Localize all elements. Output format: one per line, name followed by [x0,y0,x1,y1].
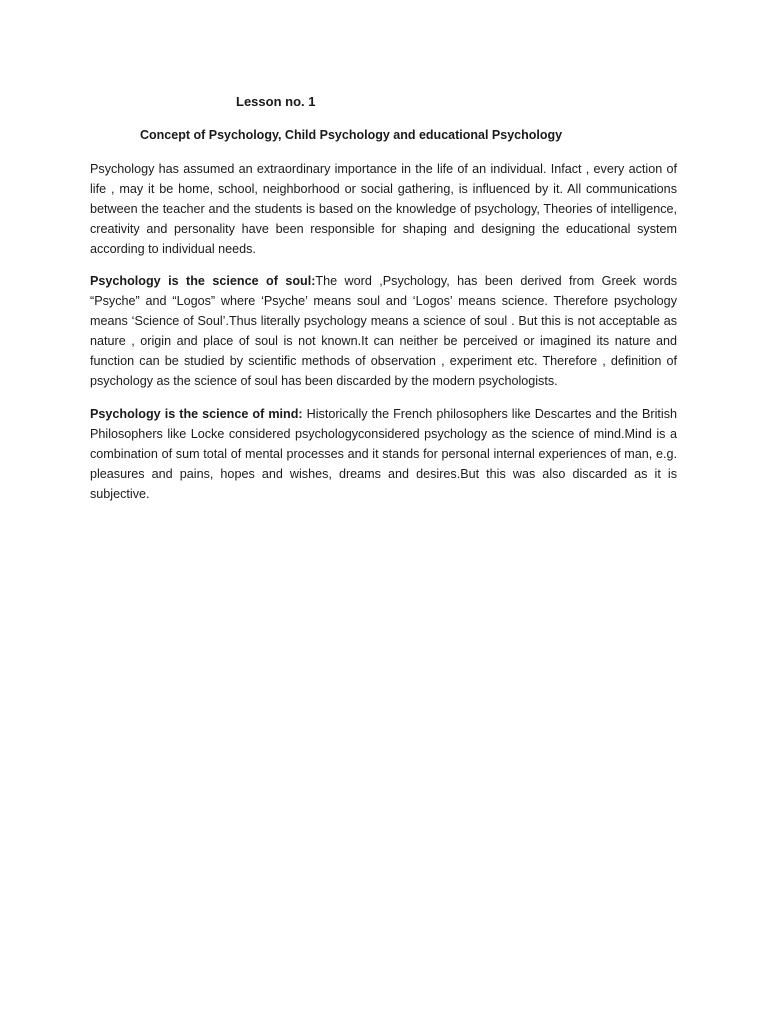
paragraph-lead: Psychology is the science of soul: [90,274,316,288]
paragraph-science-of-soul [90,271,677,391]
paragraph-text: The word ,Psychology, has been derived from Greek words “Psyche” and “Logos” where ‘Psyche’ means soul and ‘Logos’ means science. Therefore psychology means ‘Science of Soul’.Thus literally psychology means a science of soul . But this is not acceptable as nature , origin and place of soul is not known.It can neither be perceived or imagined its nature and function can be studied by scientific methods of observation , experiment etc. Therefore , definition of psychology as the science of soul has been discarded by the modern psychologists. [90,274,677,388]
paragraph-introduction [90,159,677,259]
lesson-number: Lesson no. 1 [236,94,316,109]
document-title: Concept of Psychology, Child Psychology and educational Psychology [140,128,563,142]
paragraph-text: Historically the French philosophers like Descartes and the British Philosophers like Locke considered psychologyconsidered psychology as the science of mind.Mind is a combination of sum total of mental processes and it stands for personal internal experiences of man, e.g. pleasures and pains, hopes and wishes, dreams and desires.But this was also discarded as it is subjective. [90,407,677,501]
paragraph-lead: Psychology is the science of mind: [90,407,303,421]
paragraph-science-of-mind [90,404,677,504]
paragraph-text: Psychology has assumed an extraordinary importance in the life of an individual. Infact , every action of life , may it be home, school, neighborhood or social gathering, is influenced by it. All communications between the teacher and the students is based on the knowledge of psychology, Theories of intelligence, creativity and personality have been responsible for shaping and designing the educational system according to individual needs. [90,162,677,256]
